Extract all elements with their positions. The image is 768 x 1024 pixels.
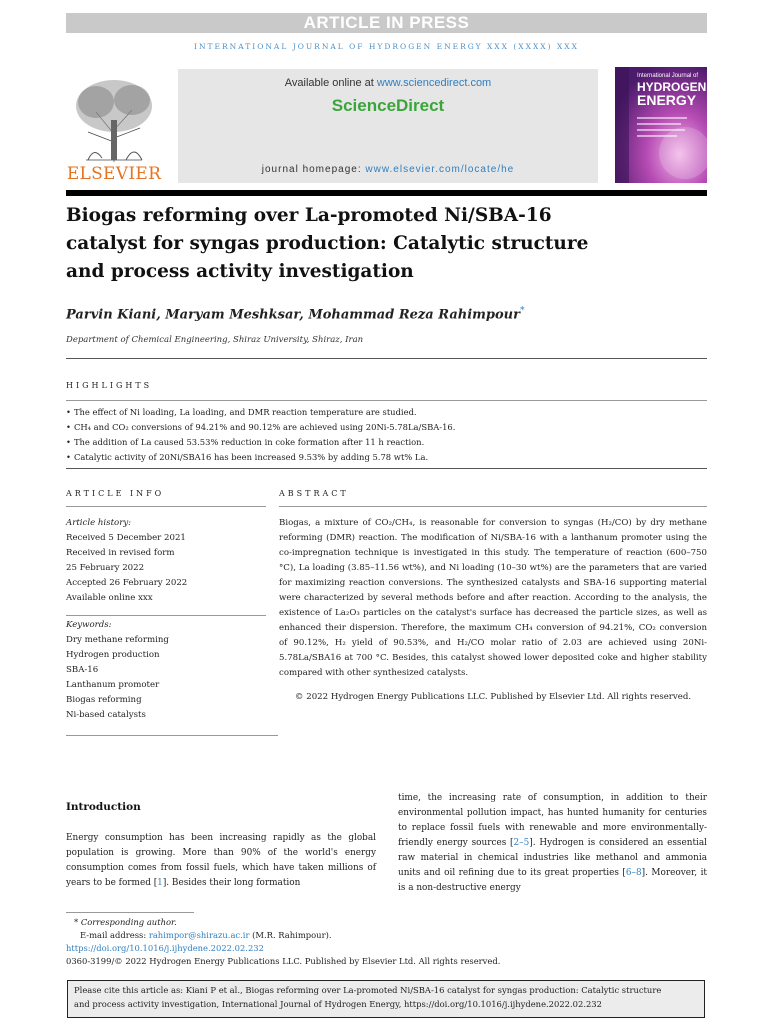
journal-homepage-link[interactable]: www.elsevier.com/locate/he bbox=[365, 164, 515, 175]
intro-right-column bbox=[398, 791, 707, 896]
highlight-item: • The effect of Ni loading, La loading, and DMR reaction temperature are studied. bbox=[66, 405, 707, 420]
available-prefix: Available online at bbox=[284, 77, 377, 89]
divider bbox=[66, 506, 266, 507]
intro-left-column bbox=[66, 831, 376, 891]
citation-link[interactable]: 6–8 bbox=[625, 868, 642, 878]
highlight-item: • The addition of La caused 53.53% reduction in coke formation after 11 h reaction. bbox=[66, 435, 707, 450]
journal-cover bbox=[615, 67, 707, 183]
issn-line: 0360-3199/© 2022 Hydrogen Energy Publications LLC. Published by Elsevier Ltd. All rights reserved. bbox=[66, 956, 501, 966]
email-link[interactable]: rahimpor@shirazu.ac.ir bbox=[148, 930, 250, 940]
history-entry: Available online xxx bbox=[66, 593, 153, 603]
cover-title-energy: ENERGY bbox=[637, 92, 697, 108]
homepage-prefix: journal homepage: bbox=[261, 164, 366, 175]
sciencedirect-link[interactable]: www.sciencedirect.com bbox=[376, 77, 492, 89]
corresponding-author-note: * Corresponding author. bbox=[74, 917, 177, 927]
email-prefix: E-mail address: bbox=[80, 930, 149, 940]
cover-title-hydrogen: HYDROGEN bbox=[637, 80, 707, 94]
intro-text: ]. Moreover, it is a non-destructive energy bbox=[398, 868, 707, 893]
cover-title-small: International Journal of bbox=[637, 73, 699, 79]
email-line bbox=[80, 930, 332, 940]
available-online bbox=[178, 77, 598, 89]
elsevier-wordmark: ELSEVIER bbox=[66, 164, 162, 184]
introduction-heading: Introduction bbox=[66, 801, 141, 813]
divider bbox=[279, 506, 707, 507]
citation-line: Please cite this article as: Kiani P et al., Biogas reforming over La-promoted Ni/SBA-16 catalyst for syngas production: Catalytic structure bbox=[74, 985, 662, 995]
keyword: Ni-based catalysts bbox=[66, 710, 146, 720]
author-list bbox=[66, 306, 524, 322]
abstract-copyright: © 2022 Hydrogen Energy Publications LLC. Published by Elsevier Ltd. All rights reserved. bbox=[294, 692, 692, 702]
intro-text: Energy consumption has been increasing rapidly as the global population is growing. More than 90% of the world's energy consumption comes from fossil fuels, which have taken millions of years to be formed [ bbox=[66, 833, 376, 888]
keyword: Biogas reforming bbox=[66, 695, 142, 705]
keyword: Dry methane reforming bbox=[66, 635, 169, 645]
title-line: Biogas reforming over La-promoted Ni/SBA-16 bbox=[66, 205, 552, 226]
citation-link[interactable]: 2–5 bbox=[513, 838, 530, 848]
journal-running-head: INTERNATIONAL JOURNAL OF HYDROGEN ENERGY XXX (XXXX) XXX bbox=[194, 42, 579, 51]
title-line: catalyst for syngas production: Catalytic structure bbox=[66, 233, 589, 254]
keyword: Lanthanum promoter bbox=[66, 680, 160, 690]
affiliation: Department of Chemical Engineering, Shiraz University, Shiraz, Iran bbox=[66, 335, 364, 345]
highlights-list bbox=[66, 405, 707, 465]
highlight-item: • Catalytic activity of 20Ni/SBA16 has been increased 9.53% by adding 5.78 wt% La. bbox=[66, 450, 707, 465]
divider bbox=[66, 400, 707, 401]
sciencedirect-logo: ScienceDirect bbox=[331, 96, 445, 115]
divider bbox=[66, 358, 707, 359]
divider bbox=[66, 615, 266, 616]
intro-text: ]. Besides their long formation bbox=[162, 878, 301, 888]
footnote-rule bbox=[66, 912, 194, 913]
title-line: and process activity investigation bbox=[66, 261, 414, 282]
article-in-press-banner: ARTICLE IN PRESS bbox=[66, 13, 707, 33]
article-title bbox=[66, 202, 707, 286]
history-entry: Received 5 December 2021 bbox=[66, 533, 186, 543]
citation-link[interactable]: 1 bbox=[157, 878, 163, 888]
journal-homepage bbox=[178, 164, 598, 175]
highlight-item: • CH₄ and CO₂ conversions of 94.21% and 90.12% are achieved using 20Ni-5.78La/SBA-16. bbox=[66, 420, 707, 435]
intro-text: time, the increasing rate of consumption, in addition to their environmental pollution impact, has hunted humanity for centuries to replace fossil fuels with renewable and more environmentally-friendly energy sources [ bbox=[398, 793, 707, 848]
header-rule bbox=[66, 190, 707, 196]
corresponding-author-mark[interactable]: * bbox=[519, 306, 525, 316]
divider bbox=[66, 468, 707, 469]
email-suffix: (M.R. Rahimpour). bbox=[249, 930, 332, 940]
citation-box bbox=[67, 980, 705, 1018]
keyword: Hydrogen production bbox=[66, 650, 160, 660]
doi-link[interactable]: https://doi.org/10.1016/j.ijhydene.2022.02.232 bbox=[66, 943, 264, 953]
history-entry: Accepted 26 February 2022 bbox=[66, 578, 188, 588]
keywords-label: Keywords: bbox=[66, 620, 112, 630]
abstract-text: Biogas, a mixture of CO₂/CH₄, is reasonable for conversion to syngas (H₂/CO) by dry methane reforming (DMR) reaction. The modification of Ni/SBA-16 with a lanthanum promoter using the co-impregnation technique is investigated in this study. The temperature of reaction (600–750 °C), La loading (3.85–11.56 wt%), and Ni loading (10–30 wt%) are the parameters that are varied for maximizing reaction conversions. The synthesized catalysts and SBA-16 supporting material were characterized by several methods before and after reaction. According to the analysis, the existence of La₂O₃ particles on the catalyst's surface has decreased the particle sizes, as well as enhanced their dispersion. Therefore, the maximum CH₄ conversion of 94.21%, CO₂ conversion of 90.12%, H₂ yield of 90.53%, and H₂/CO molar ratio of 2.03 are achieved using 20Ni-5.78La/SBA16 at 700 °C. Besides, this catalyst showed lower deposited coke and higher stability compared with other synthesized catalysts. bbox=[279, 518, 707, 678]
article-info-heading: ARTICLE INFO bbox=[66, 489, 165, 498]
history-entry: Received in revised form bbox=[66, 548, 175, 558]
highlights-heading: HIGHLIGHTS bbox=[66, 381, 153, 390]
history-label: Article history: bbox=[66, 518, 132, 528]
doi-line bbox=[66, 943, 264, 953]
citation-line: and process activity investigation, International Journal of Hydrogen Energy, https://doi.org/10.1016/j.ijhydene.2022.02.232 bbox=[74, 999, 602, 1009]
history-entry: 25 February 2022 bbox=[66, 563, 145, 573]
intro-text: ]. Hydrogen is considered an essential raw material in chemical industries like methanol and ammonia units and oil refining due to its great properties [ bbox=[398, 838, 707, 878]
abstract-heading: ABSTRACT bbox=[279, 489, 349, 498]
keyword: SBA-16 bbox=[66, 665, 99, 675]
article-info bbox=[66, 516, 266, 723]
authors-text: Parvin Kiani, Maryam Meshksar, Mohammad Reza Rahimpour bbox=[66, 307, 520, 323]
divider bbox=[66, 735, 278, 736]
